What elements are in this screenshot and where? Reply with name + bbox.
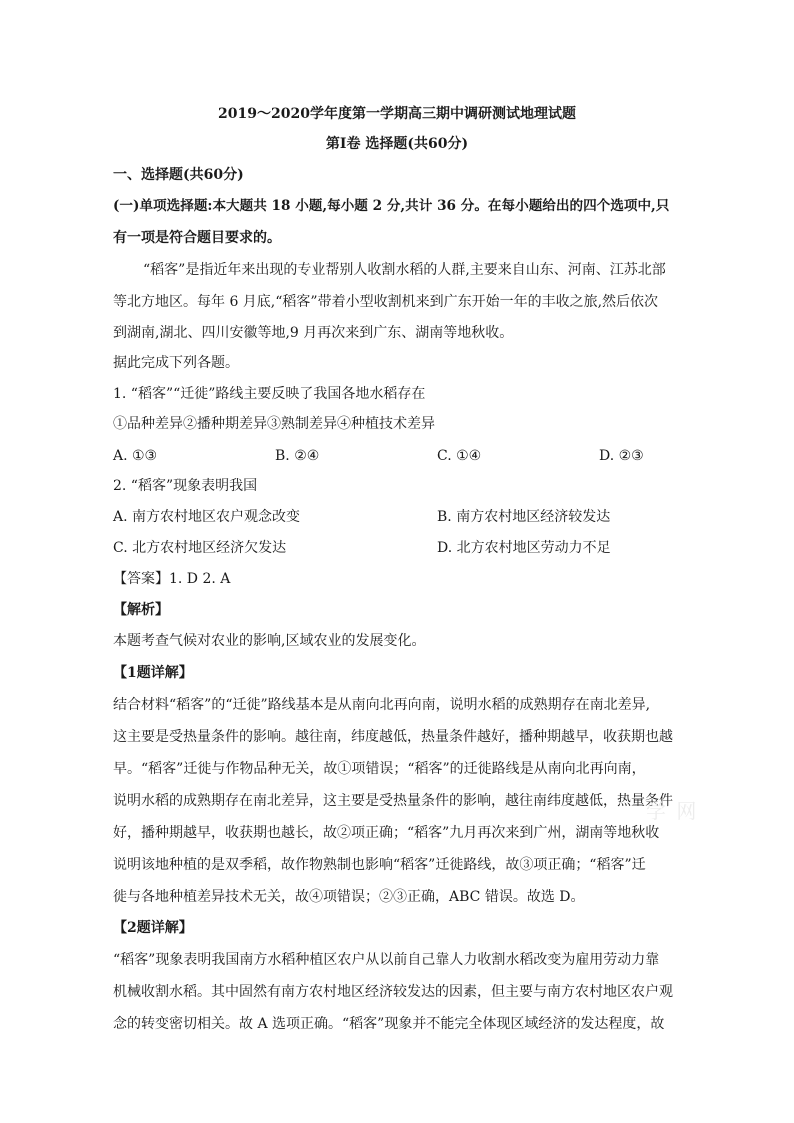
detail-1-line: 好，播种期越早，收获期也越长，故②项正确；“稻客”九月再次来到广州，湖南等地秋收 [113, 825, 660, 841]
question-1-stem: 1. “稻客”“迁徙”路线主要反映了我国各地水稻存在 [113, 386, 426, 402]
question-1-statements: ①品种差异②播种期差异③熟制差异④种植技术差异 [113, 416, 435, 432]
section-heading: 一、选择题(共60分) [113, 167, 244, 183]
watermark: 学 网 [646, 799, 699, 823]
material-line: 到湖南,湖北、四川安徽等地,9 月再次来到广东、湖南等地秋收。 [113, 325, 514, 341]
detail-1-line: 这主要是受热量条件的影响。越往南，纬度越低，热量条件越好，播种期越早，收获期也越 [113, 729, 673, 745]
answer-line: 【答案】1. D 2. A [113, 571, 231, 587]
instruction-line-1: (一)单项选择题:本大题共 18 小题,每小题 2 分,共计 36 分。在每小题给出的四个选项中,只 [113, 198, 670, 214]
analysis-intro: 本题考查气候对农业的影响,区域农业的发展变化。 [113, 633, 426, 649]
question-2-stem: 2. “稻客”现象表明我国 [113, 478, 258, 494]
q2-option-d: D. 北方农村地区劳动力不足 [437, 540, 611, 556]
detail-1-line: 说明水稻的成熟期存在南北差异，这主要是受热量条件的影响，越往南纬度越低，热量条件 [113, 793, 673, 809]
detail-1-line: 结合材料“稻客”的“迁徙”路线基本是从南向北再向南，说明水稻的成熟期存在南北差异, [113, 697, 651, 713]
exam-title: 2019～2020学年度第一学期高三期中调研测试地理试题 [218, 106, 576, 122]
q2-option-c: C. 北方农村地区经济欠发达 [113, 540, 287, 556]
exam-subtitle: 第Ⅰ卷 选择题(共60分) [325, 136, 469, 152]
q1-option-b: B. ②④ [275, 448, 320, 464]
q2-option-a: A. 南方农村地区农户观念改变 [113, 509, 301, 525]
detail-1-line: 徙与各地种植差异技术无关，故④项错误；②③正确，ABC 错误。故选 D。 [113, 889, 585, 905]
analysis-label: 【解析】 [113, 602, 169, 618]
detail-2-line: 念的转变密切相关。故 A 选项正确。“稻客”现象并不能完全体现区域经济的发达程度，故 [113, 1016, 665, 1032]
q1-option-d: D. ②③ [599, 448, 644, 464]
detail-2-label: 【2题详解】 [113, 920, 193, 936]
q2-option-b: B. 南方农村地区经济较发达 [437, 509, 611, 525]
detail-1-label: 【1题详解】 [113, 665, 193, 681]
question-prompt: 据此完成下列各题。 [113, 355, 239, 371]
material-line: 等北方地区。每年 6 月底,“稻客”带着小型收割机来到广东开始一年的丰收之旅,然后依次 [113, 294, 659, 310]
q1-option-c: C. ①④ [437, 448, 482, 464]
q1-option-a: A. ①③ [113, 448, 158, 464]
detail-1-line: 早。“稻客”迁徙与作物品种无关，故①项错误；“稻客”的迁徙路线是从南向北再向南， [113, 761, 646, 777]
detail-2-line: 机械收割水稻。其中固然有南方农村地区经济较发达的因素，但主要与南方农村地区农户观 [113, 984, 673, 1000]
material-line: “稻客”是指近年来出现的专业帮别人收割水稻的人群,主要来自山东、河南、江苏北部 [143, 262, 666, 278]
instruction-line-2: 有一项是符合题目要求的。 [113, 230, 281, 246]
detail-1-line: 说明该地种植的是双季稻，故作物熟制也影响“稻客”迁徙路线，故③项正确；“稻客”迁 [113, 857, 646, 873]
detail-2-line: “稻客”现象表明我国南方水稻种植区农户从以前自己靠人力收割水稻改变为雇用劳动力靠 [113, 952, 660, 968]
